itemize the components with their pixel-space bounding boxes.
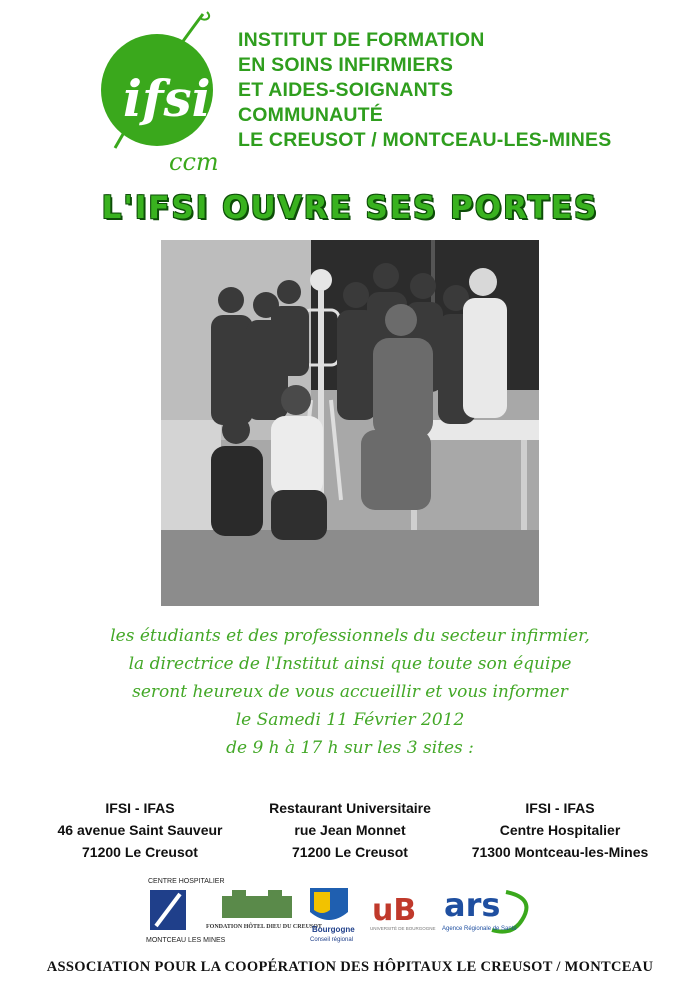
- hospital-logo-top: CENTRE HOSPITALIER: [148, 878, 225, 885]
- logo-sub-text: ccm: [169, 148, 219, 176]
- sponsor-logos-strip: [140, 876, 560, 946]
- header-line-4: COMMUNAUTÉ: [238, 104, 383, 126]
- ifsi-logo: [95, 8, 230, 176]
- bourgogne-logo-name: Bourgogne: [312, 925, 355, 934]
- ub-logo: [370, 893, 436, 931]
- invitation-text: [0, 622, 700, 762]
- invite-line-3: seront heureux de vous accueillir et vous informer: [132, 682, 568, 702]
- invite-line-4: le Samedi 11 Février 2012: [235, 710, 465, 730]
- bourgogne-logo: [310, 888, 355, 943]
- site-name: IFSI - IFAS: [105, 800, 175, 816]
- invite-line-5: de 9 h à 17 h sur les 3 sites :: [226, 738, 474, 758]
- header-line-5: LE CREUSOT / MONTCEAU-LES-MINES: [238, 129, 612, 151]
- headline: L'IFSI OUVRE SES PORTES: [101, 190, 599, 226]
- site-2: [250, 797, 450, 863]
- site-name: IFSI - IFAS: [525, 800, 595, 816]
- site-name: Restaurant Universitaire: [269, 800, 431, 816]
- site-address: rue Jean Monnet: [294, 822, 406, 838]
- ars-logo-name: ars: [444, 886, 501, 924]
- hospital-logo-bottom: MONTCEAU LES MINES: [146, 937, 226, 944]
- group-photo-illustration: [161, 240, 539, 606]
- site-address: Centre Hospitalier: [499, 822, 621, 838]
- logo-main-text: ifsi: [123, 69, 211, 128]
- ars-logo-sub: Agence Régionale de Santé: [442, 926, 517, 932]
- ars-logo: [442, 886, 526, 932]
- site-city: 71300 Montceau-les-Mines: [471, 844, 649, 860]
- bourgogne-logo-sub: Conseil régional: [310, 937, 354, 943]
- hospital-logo: [146, 878, 226, 944]
- invite-line-2: la directrice de l'Institut ainsi que toute son équipe: [128, 654, 572, 674]
- header-line-3: ET AIDES-SOIGNANTS: [238, 79, 454, 101]
- group-photo: [161, 240, 539, 606]
- site-city: 71200 Le Creusot: [82, 844, 198, 860]
- ub-logo-name: uB: [372, 893, 417, 928]
- institute-name: [238, 28, 611, 153]
- ub-logo-sub: UNIVERSITÉ DE BOURGOGNE: [370, 926, 436, 931]
- site-address: 46 avenue Saint Sauveur: [57, 822, 223, 838]
- sponsor-logos: [140, 876, 560, 946]
- site-3: [460, 797, 660, 863]
- header-line-1: INSTITUT DE FORMATION: [238, 29, 485, 51]
- fondation-logo-name: FONDATION HÔTEL DIEU DU CREUSOT: [206, 924, 322, 930]
- footer-association: ASSOCIATION POUR LA COOPÉRATION DES HÔPITAUX LE CREUSOT / MONTCEAU: [46, 959, 654, 975]
- fondation-logo: [206, 890, 322, 930]
- invite-line-1: les étudiants et des professionnels du secteur infirmier,: [110, 626, 590, 646]
- site-1: [40, 797, 240, 863]
- sites-list: [40, 797, 660, 863]
- site-city: 71200 Le Creusot: [292, 844, 408, 860]
- ifsi-logo-graphic: [95, 8, 230, 176]
- header-line-2: EN SOINS INFIRMIERS: [238, 54, 454, 76]
